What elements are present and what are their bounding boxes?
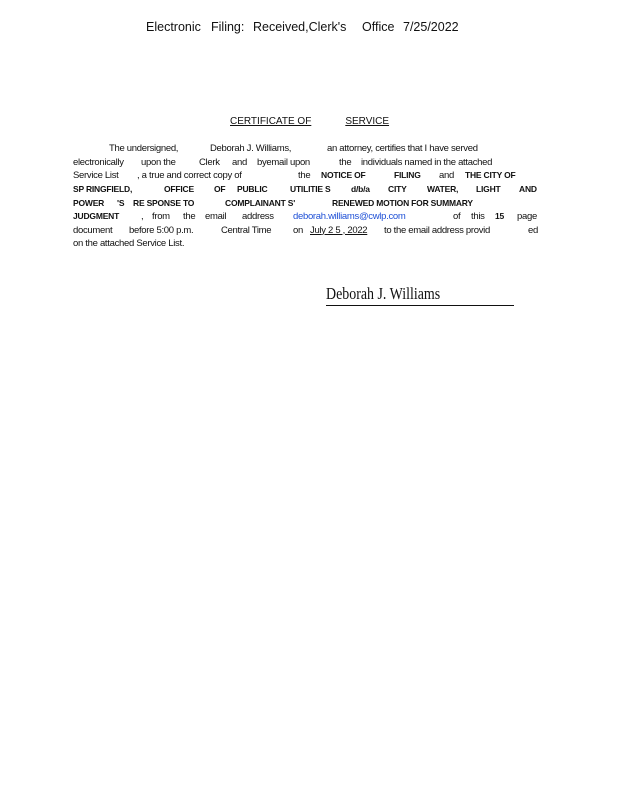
text-segment: WATER, [427,184,459,194]
title-certificate-of: CERTIFICATE OF [230,116,312,127]
text-segment: to the email address provid [384,224,490,236]
text-segment: and [232,156,247,168]
header-office: Office [362,20,395,34]
text-segment: SP RINGFIELD, [73,184,133,194]
body-line-6 [73,211,540,224]
text-segment: the [298,170,311,181]
text-segment: The undersigned, [109,143,179,154]
text-segment: an attorney, certifies that I have served [327,143,478,154]
text-segment: LIGHT [476,184,501,194]
text-segment: RENEWED MOTION FOR SUMMARY [332,197,473,208]
text-segment: NOTICE OF [321,170,366,180]
text-segment: OF [214,184,226,194]
text-segment: page [517,211,537,222]
title-service: SERVICE [345,116,390,127]
body-line-8 [73,238,540,251]
attorney-name: Deborah J. Williams, [210,143,292,154]
text-segment: d/b/a [351,184,370,194]
text-segment: address [242,211,274,222]
text-segment: RE SPONSE TO [133,197,195,208]
text-segment: upon the [141,156,176,168]
text-segment: electronically [73,156,124,168]
signature-line [326,305,514,306]
header-filing: Filing: [211,20,245,34]
text-segment: FILING [394,170,421,180]
text-segment: and [439,170,454,181]
text-segment: 15 [495,211,505,221]
document-title [230,116,405,127]
service-date: July 2 5 , 2022 [310,224,368,236]
text-segment: before 5:00 p.m. [129,224,194,236]
text-segment: AND [519,184,537,194]
text-segment: of [453,211,461,222]
text-segment: Central Time [221,224,272,236]
body-line-4 [73,184,540,197]
text-segment: on the attached Service List. [73,238,185,249]
text-segment: individuals named in the attached [361,156,493,168]
text-segment: , a true and correct copy of [137,170,242,181]
body-line-5 [73,198,540,211]
body-line-2 [73,157,540,170]
email-address-link[interactable]: deborah.williams@cwlp.com [293,211,406,222]
text-segment: Service List [73,170,119,181]
text-segment: CITY [388,184,407,194]
header-electronic: Electronic [146,20,201,34]
text-segment: OFFICE [164,184,194,194]
text-segment: the [339,156,352,168]
text-segment: POWER [73,197,105,208]
text-segment: the [183,211,196,222]
text-segment: PUBLIC [237,184,268,194]
text-segment: byemail upon [257,156,310,168]
body-line-3 [73,170,540,183]
body-line-7 [73,225,540,238]
text-segment: document [73,224,113,236]
text-segment: Clerk [199,156,220,168]
body-line-1 [73,143,540,156]
header-date: 7/25/2022 [403,20,459,34]
attorney-signature: Deborah J. Williams [326,284,441,303]
text-segment: JUDGMENT [73,211,120,221]
text-segment: this [471,211,485,222]
text-segment: ed [528,224,538,236]
text-segment: UTILITIE S [290,184,331,194]
text-segment: on [293,224,303,236]
text-segment: email [205,211,227,222]
text-segment: , [141,211,144,222]
text-segment: 'S [117,197,125,208]
text-segment: THE CITY OF [465,170,516,180]
header-received: Received,Clerk's [253,20,347,34]
text-segment: COMPLAINANT S' [225,197,296,208]
text-segment: from [152,211,170,222]
